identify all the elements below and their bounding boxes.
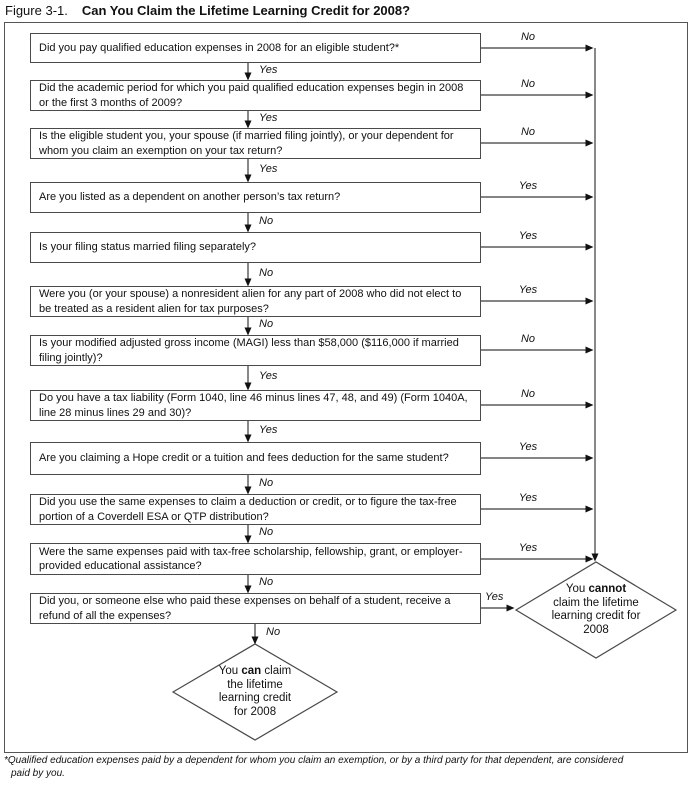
can-text-pre: You <box>218 665 242 677</box>
question-text: Is your modified adjusted gross income (MAGI) less than $58,000 ($116,000 if married filing jointly)? <box>39 337 459 364</box>
question-box-5 <box>30 232 481 263</box>
question-text: Were the same expenses paid with tax-free scholarship, fellowship, grant, or employer-provided educational assistance? <box>39 545 463 572</box>
branch-label-q10-right: Yes <box>518 492 538 504</box>
can-text-post: claim <box>261 665 292 677</box>
footnote-line-1: *Qualified education expenses paid by a dependent for whom you claim an exemption, or by a third party for that dependent, are considered <box>4 755 624 766</box>
branch-label-q9-down: No <box>259 477 274 489</box>
branch-label-q4-down: No <box>259 215 274 227</box>
branch-label-q12-right: Yes <box>485 591 504 603</box>
cannot-text-bold: cannot <box>588 583 627 595</box>
branch-label-q3-down: Yes <box>259 163 278 175</box>
question-text: Is your filing status married filing separately? <box>39 241 257 254</box>
branch-label-q8-down: Yes <box>259 424 278 436</box>
question-box-11 <box>30 543 481 575</box>
can-text-line3: learning credit <box>218 692 292 704</box>
question-box-10 <box>30 494 481 525</box>
question-box-12 <box>30 593 481 624</box>
figure-heading: Can You Claim the Lifetime Learning Credit for 2008? <box>81 3 411 18</box>
can-text-bold: can <box>241 665 262 677</box>
branch-label-q8-right: No <box>520 388 536 400</box>
question-text: Are you listed as a dependent on another person’s tax return? <box>39 191 341 204</box>
branch-label-q5-right: Yes <box>518 230 538 242</box>
cannot-text-line4: 2008 <box>583 623 609 636</box>
can-claim-text <box>190 665 320 719</box>
branch-label-q2-right: No <box>520 78 536 90</box>
branch-label-q1-right: No <box>520 31 536 43</box>
question-text: Is the eligible student you, your spouse (if married filing jointly), or your dependent for whom you claim an exemption on your tax return? <box>39 130 454 157</box>
branch-label-q12-down: No <box>266 626 281 638</box>
question-text: Did the academic period for which you paid qualified education expenses begin in 2008 or the first 3 months of 2009? <box>39 82 464 109</box>
question-text: Do you have a tax liability (Form 1040, line 46 minus lines 47, 48, and 49) (Form 1040A, line 28 minus lines 29 and 30)? <box>39 392 468 419</box>
branch-label-q9-right: Yes <box>518 441 538 453</box>
branch-label-q7-down: Yes <box>259 370 278 382</box>
branch-label-q10-down: No <box>259 526 274 538</box>
question-box-4 <box>30 182 481 213</box>
branch-label-q11-down: No <box>259 576 274 588</box>
branch-label-q1-down: Yes <box>259 64 278 76</box>
branch-label-q7-right: No <box>520 333 536 345</box>
question-box-1 <box>30 33 481 63</box>
footnote-line-2: paid by you. <box>11 767 65 779</box>
branch-label-q6-right: Yes <box>518 284 538 296</box>
question-box-3 <box>30 128 481 159</box>
branch-label-q4-right: Yes <box>518 180 538 192</box>
branch-label-q3-right: No <box>520 126 536 138</box>
can-text-line4: for 2008 <box>233 705 277 718</box>
question-text: Did you, or someone else who paid these expenses on behalf of a student, receive a refund of all the expenses? <box>39 595 451 622</box>
question-text: Are you claiming a Hope credit or a tuition and fees deduction for the same student? <box>39 452 449 465</box>
branch-label-q5-down: No <box>259 267 274 279</box>
cannot-claim-text <box>531 583 661 637</box>
cannot-text-pre: You <box>565 583 589 595</box>
question-text: Did you use the same expenses to claim a deduction or credit, or to figure the tax-free portion of a Coverdell ESA or QTP distribution? <box>39 496 457 523</box>
question-text: Were you (or your spouse) a nonresident alien for any part of 2008 who did not elect to be treated as a resident alien for tax purposes? <box>39 288 462 315</box>
cannot-text-line2: claim the lifetime <box>553 596 639 609</box>
branch-label-q11-right: Yes <box>518 542 538 554</box>
cannot-text-line3: learning credit for <box>551 610 641 622</box>
branch-label-q6-down: No <box>259 318 274 330</box>
question-box-8 <box>30 390 481 421</box>
question-box-6 <box>30 286 481 317</box>
branch-label-q2-down: Yes <box>259 112 278 124</box>
question-box-9 <box>30 442 481 475</box>
question-text: Did you pay qualified education expenses in 2008 for an eligible student?* <box>39 41 400 54</box>
question-box-7 <box>30 335 481 366</box>
footnote <box>4 755 688 780</box>
question-box-2 <box>30 80 481 111</box>
can-text-line2: the lifetime <box>227 678 283 691</box>
figure-number-label: Figure 3-1. <box>5 3 68 18</box>
